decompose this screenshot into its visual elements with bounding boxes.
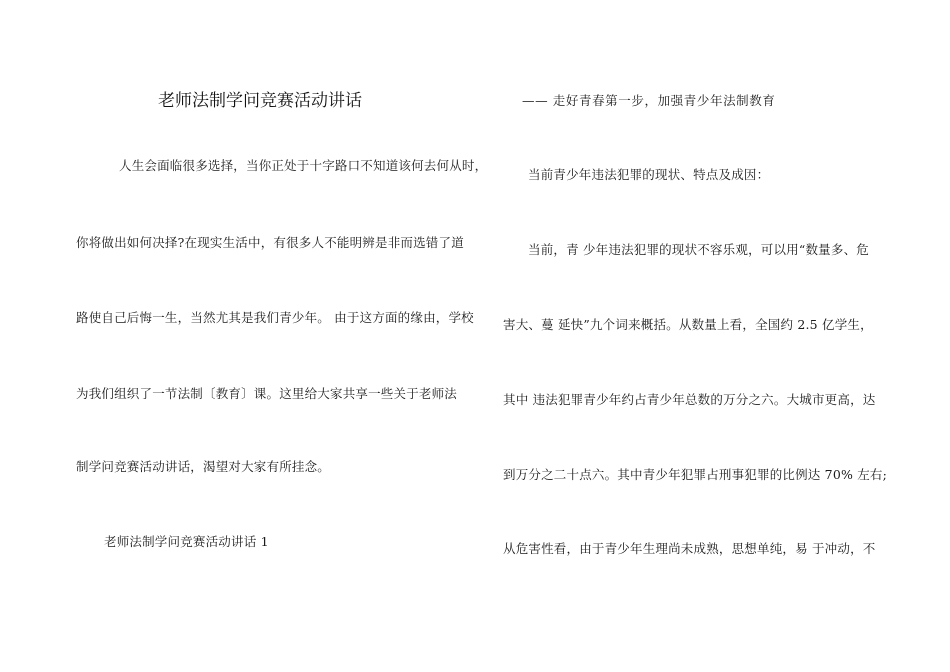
paragraph-line: 制学问竞赛活动讲话，渴望对大家有所挂念。: [76, 459, 331, 474]
paragraph-line: 当前青少年违法犯罪的现状、特点及成因：: [528, 167, 770, 182]
paragraph-line: 为我们组织了一节法制〔教育〕课。这里给大家共享一些关于老师法: [76, 386, 458, 401]
paragraph-line: 你将做出如何决择?在现实生活中，有很多人不能明辨是非而选错了道: [76, 235, 464, 250]
section-heading: 老师法制学问竞赛活动讲话 1: [104, 534, 269, 549]
document-subtitle: —— 走好青春第一步，加强青少年法制教育: [522, 93, 776, 108]
paragraph-line: 路使自己后悔一生，当然尤其是我们青少年。 由于这方面的缘由，学校: [76, 310, 474, 325]
paragraph-line: 当前，青 少年违法犯罪的现状不容乐观，可以用“数量多、危: [528, 242, 869, 257]
paragraph-line: 害大、蔓 延快”九个词来概括。从数量上看，全国约 2.5 亿学生，: [503, 317, 873, 332]
paragraph-line: 其中 违法犯罪青少年约占青少年总数的万分之六。大城市更高，达: [503, 392, 876, 407]
document-title: 老师法制学问竞赛活动讲话: [158, 91, 362, 111]
paragraph-line: 从危害性看，由于青少年生理尚未成熟，思想单纯，易 于冲动，不: [503, 541, 876, 556]
paragraph-line: 人生会面临很多选择，当你正处于十字路口不知道该何去何从时，: [119, 158, 488, 173]
paragraph-line: 到万分之二十点六。其中青少年犯罪占刑事犯罪的比例达 70% 左右;: [503, 467, 888, 482]
